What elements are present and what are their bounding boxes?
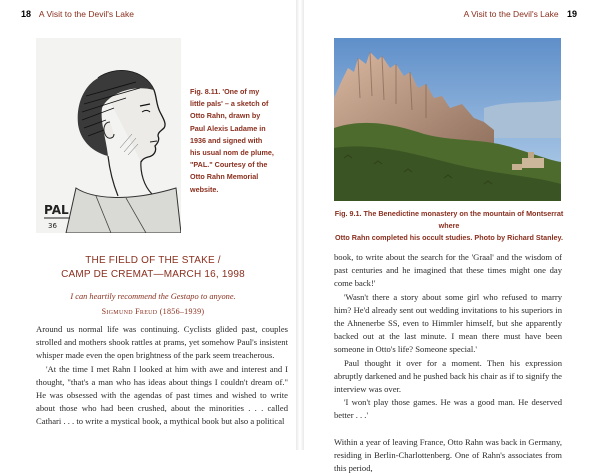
otto-rahn-sketch [36,38,181,233]
montserrat-photo [334,38,561,201]
left-running-title: A Visit to the Devil's Lake [38,9,134,19]
right-page-number: 19 [566,9,577,19]
paragraph: 'At the time I met Rahn I looked at him with awe and interest and I thought, "that's a man who has ideas about things I couldn't dream of." He was obsessed with the agendas of past times and wished to write about those who had been crushed, about the minorities . . . called Cathari . . . to write a mystical book, a mythical book but also a political [36,363,288,427]
paragraph: Within a year of leaving France, Otto Rahn was back in Germany, residing in Berlin-Charlottenberg. One of Rahn's associates from this period, [334,436,562,474]
sketch-signature-year: 36 [48,222,57,230]
photo-caption-line-2: Otto Rahn completed his occult studies. Photo by Richard Stanley. [335,233,563,242]
left-page [0,0,296,450]
paragraph: Around us normal life was continuing. Cyclists glided past, couples strolled and mothers shook rattles at prams, yet somehow Paul's insistent whisper made even the open brightness of the park seem treacherous. [36,324,288,361]
caption-line: "PAL." Courtesy of the [190,160,268,170]
section-title-line-2: CAMP DE CREMAT—MARCH 16, 1998 [61,269,245,280]
book-gutter [296,0,304,450]
right-body-text [334,251,562,475]
caption-line: his usual nom de plume, [190,148,274,158]
section-title-line-1: THE FIELD OF THE STAKE / [85,255,221,266]
left-body-text [36,323,288,429]
epigraph-attribution: Sigmund Freud (1856–1939) [101,307,205,316]
sketch-signature: PAL [44,203,69,217]
sketch-caption [190,86,290,196]
caption-line: Otto Rahn, drawn by [190,111,261,121]
paragraph: 'Wasn't there a story about some girl who refused to marry him? He'd already sent out wedding invitations to his superiors in the Ahnenerbe SS, even to Himmler himself, but she apparently backed out at the last minute. I mean there must have been someone in Otto's life? Someone special.' [334,291,562,355]
caption-line: little pals' – a sketch of [190,99,269,109]
caption-line: website. [190,184,219,194]
paragraph: book, to write about the search for the 'Graal' and the wisdom of past centuries and he imagined that these times might one day come back!' [334,252,562,289]
left-running-head [21,9,134,19]
epigraph: I can heartily recommend the Gestapo to anyone. [70,292,236,301]
caption-line: 1936 and signed with [190,135,263,145]
photo-caption-line-1: Fig. 9.1. The Benedictine monastery on the mountain of Montserrat where [334,209,564,230]
right-running-head [464,9,577,19]
caption-line: Fig. 8.11. 'One of my [190,87,260,96]
paragraph: Paul thought it over for a moment. Then his expression abruptly darkened and he pushed back his chair as if to signify the interview was over. [334,357,562,395]
caption-line: Otto Rahn Memorial [190,172,259,182]
paragraph: 'I won't play those games. He was a good man. He deserved better . . .' [334,397,562,421]
photo-caption [334,208,564,244]
left-page-number: 18 [21,9,32,19]
caption-line: Paul Alexis Ladame in [190,123,266,133]
right-running-title: A Visit to the Devil's Lake [463,9,559,19]
section-title [36,254,270,282]
